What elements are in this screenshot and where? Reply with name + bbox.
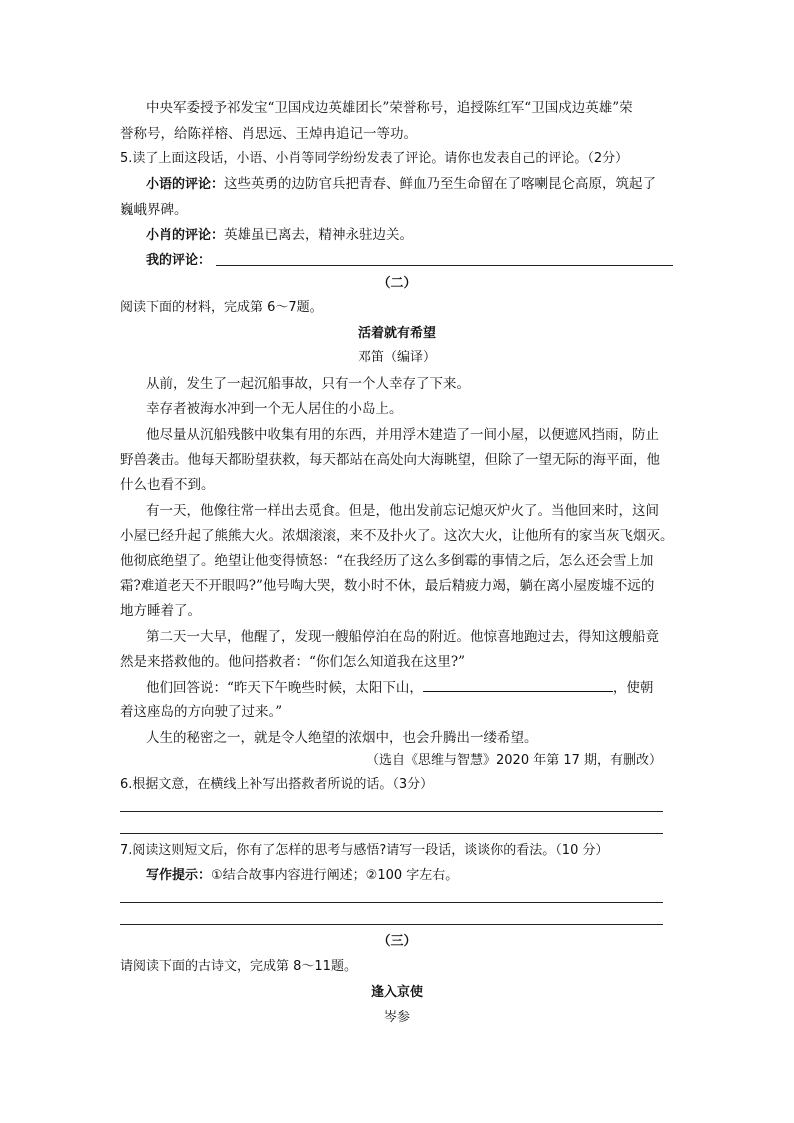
- xiaoyu-comment: [146, 174, 656, 195]
- question-6: 6.根据文意，在横线上补写出搭救者所说的话。（3分）: [120, 777, 434, 792]
- answer-line[interactable]: [120, 924, 663, 925]
- source-note: （选自《思维与智慧》2020 年第 17 期，有删改）: [366, 753, 663, 768]
- xiaoxiao-comment: [146, 225, 413, 246]
- writing-hint: [146, 866, 458, 886]
- question-5: 5.读了上面这段话，小语、小肖等同学纷纷发表了评论。请你也发表自己的评论。（2分）: [120, 151, 629, 166]
- poem-title: 逢入京使: [370, 985, 423, 1000]
- paragraph-cont: 什么也看不到。: [120, 477, 215, 493]
- paragraph-cont: 野兽袭击。他每天都盼望获救，每天都站在高处向大海眺望，但除了一望无际的海平面，他: [120, 452, 660, 468]
- answer-line[interactable]: [120, 902, 663, 903]
- poem-author: 岑参: [383, 1010, 410, 1025]
- paragraph-cont: 他彻底绝望了。绝望让他变得愤怒：“在我经历了这么多倒霉的事情之后，怎么还会雪上加: [120, 553, 654, 569]
- paragraph-cont: 然是来搭救他的。他问搭救者：“你们怎么知道我在这里?”: [120, 654, 466, 670]
- writing-hint-label: 写作提示：: [146, 868, 212, 883]
- paragraph: 从前，发生了一起沉船事故，只有一个人幸存了下来。: [146, 376, 470, 392]
- fill-in-blank[interactable]: [423, 677, 613, 692]
- my-comment-row: [146, 250, 211, 271]
- paragraph: 有一天，他像往常一样出去觅食。但是，他出发前忘记熄灭炉火了。当他回来时，这间: [146, 503, 659, 519]
- xiaoxiao-label: 小肖的评论：: [146, 228, 225, 243]
- section-2-intro: 阅读下面的材料，完成第 6～7题。: [120, 300, 323, 315]
- text-line: 中央军委授予祁发宝“卫国戍边英雄团长”荣誉称号，追授陈红军“卫国戍边英雄”荣: [146, 100, 633, 116]
- paragraph-cont: 着这座岛的方向驶了过来。”: [120, 704, 283, 720]
- text-line: 誉称号，给陈祥榕、肖思远、王焯冉追记一等功。: [120, 126, 417, 142]
- paragraph-text: 他们回答说：“昨天下午晚些时候，太阳下山，: [146, 680, 423, 696]
- answer-line[interactable]: [120, 833, 663, 834]
- paragraph-cont: 小屋已经升起了熊熊大火。浓烟滚滚，来不及扑火了。这次大火，让他所有的家当灰飞烟灭。: [120, 528, 674, 544]
- section-3-heading: （三）: [377, 934, 417, 949]
- article-title: 活着就有希望: [357, 326, 436, 341]
- paragraph: 幸存者被海水冲到一个无人居住的小岛上。: [146, 401, 403, 417]
- my-comment-answer-line[interactable]: [216, 265, 673, 266]
- text-line: 巍峨界碑。: [120, 202, 188, 218]
- paragraph-with-blank: [146, 677, 653, 698]
- answer-line[interactable]: [120, 811, 663, 812]
- paragraph: 人生的秘密之一，就是令人绝望的浓烟中，也会升腾出一缕希望。: [146, 730, 538, 746]
- xiaoxiao-text: 英雄虽已离去，精神永驻边关。: [224, 227, 414, 243]
- paragraph-text: ，使朝: [612, 680, 654, 696]
- paragraph: 他尽量从沉船残骸中收集有用的东西，并用浮木建造了一间小屋，以便遮风挡雨，防止: [146, 427, 659, 443]
- section-2-heading: （二）: [377, 276, 417, 291]
- question-7: 7.阅读这则短文后，你有了怎样的思考与感悟?请写一段话，谈谈你的看法。（10 分）: [120, 843, 609, 858]
- my-comment-label: 我的评论：: [146, 253, 212, 268]
- writing-hint-text: ①结合故事内容进行阐述；②100 字左右。: [211, 868, 459, 883]
- paragraph-cont: 地方睡着了。: [120, 603, 201, 619]
- paragraph-cont: 霜?难道老天不开眼吗?”他号啕大哭，数小时不休，最后精疲力竭，躺在离小屋废墟不远的: [120, 578, 655, 594]
- xiaoyu-label: 小语的评论：: [146, 177, 225, 192]
- section-3-intro: 请阅读下面的古诗文，完成第 8～11题。: [120, 959, 357, 974]
- xiaoyu-text: 这些英勇的边防官兵把青春、鲜血乃至生命留在了喀喇昆仑高原，筑起了: [224, 176, 657, 192]
- article-author: 邓笛（编译）: [357, 350, 436, 365]
- paragraph: 第二天一大早，他醒了，发现一艘船停泊在岛的附近。他惊喜地跑过去，得知这艘船竟: [146, 629, 659, 645]
